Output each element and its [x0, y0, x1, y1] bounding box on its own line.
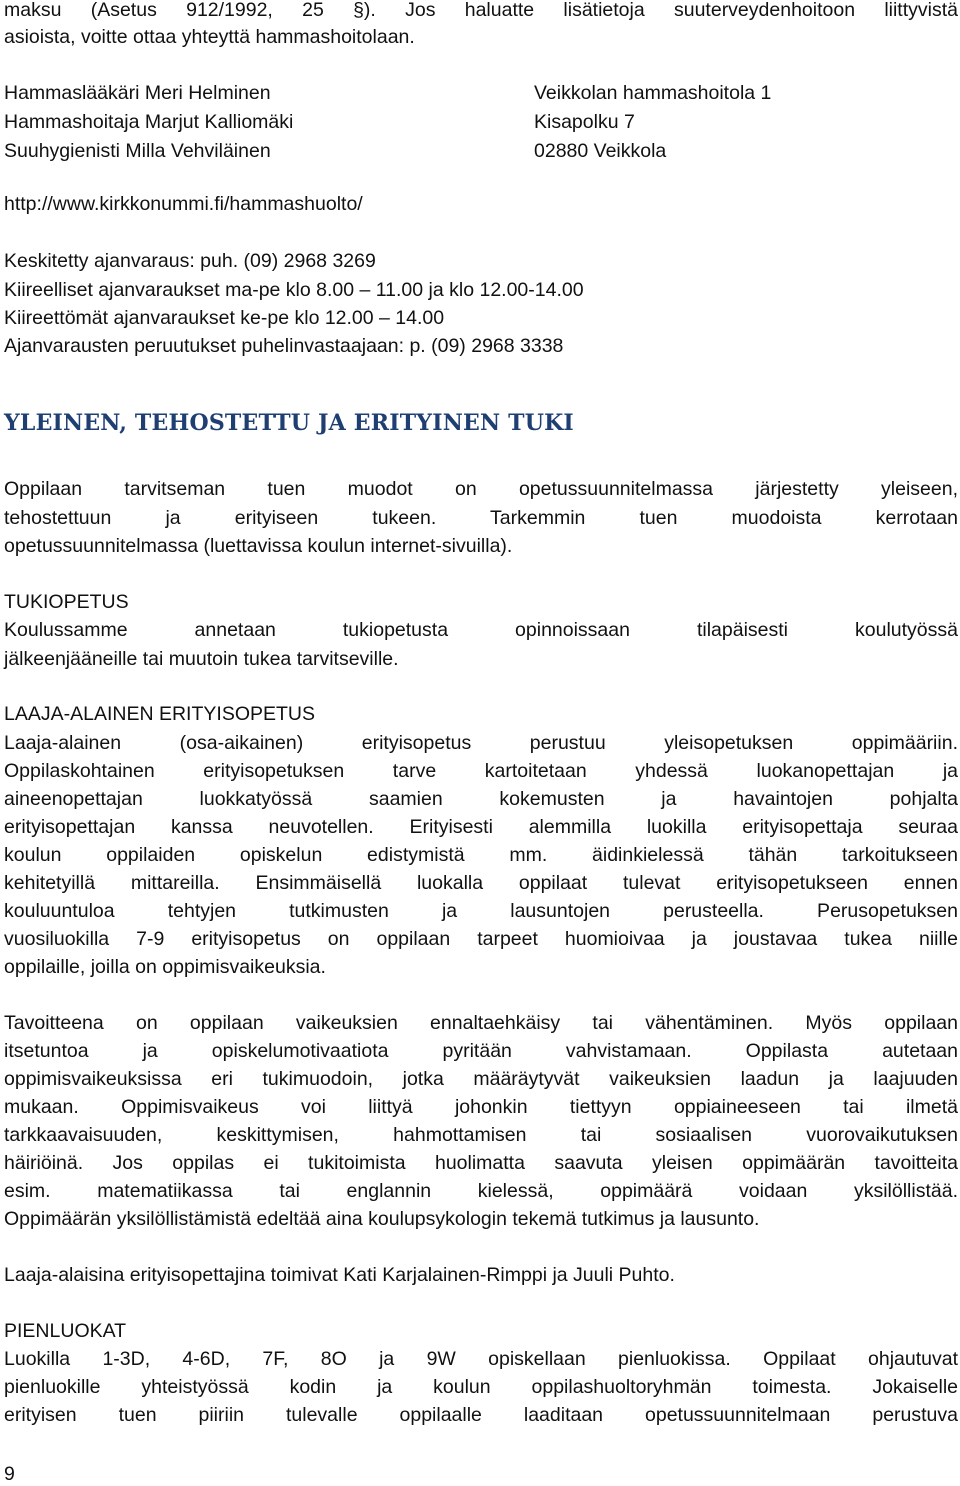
clinic-address-line: Kisapolku 7	[534, 111, 635, 133]
paragraph-line: Oppilaskohtainen erityisopetuksen tarve kartoitetaan yhdessä luokanopettajan ja	[4, 760, 958, 782]
paragraph-line: Oppilaan tarvitseman tuen muodot on opetussuunnitelmassa järjestetty yleiseen,	[4, 478, 958, 500]
intro-line: maksu (Asetus 912/1992, 25 §). Jos haluatte lisätietoja suuterveydenhoitoon liittyvistä	[4, 0, 958, 21]
paragraph-line: pienluokille yhteistyössä kodin ja koulun oppilashuoltoryhmän toimesta. Jokaiselle	[4, 1376, 958, 1398]
booking-line: Kiireelliset ajanvaraukset ma-pe klo 8.00 – 11.00 ja klo 12.00-14.00	[4, 279, 584, 301]
paragraph-line: Koulussamme annetaan tukiopetusta opinnoissaan tilapäisesti koulutyössä	[4, 619, 958, 641]
intro-line: asioista, voitte ottaa yhteyttä hammashoitolaan.	[4, 26, 415, 48]
clinic-address-line: 02880 Veikkola	[534, 140, 667, 162]
paragraph-line: oppimisvaikeuksissa eri tukimuodoin, jotka määräytyvät vaikeuksien laadun ja laajuuden	[4, 1068, 958, 1090]
staff-line: Suuhygienisti Milla Vehviläinen	[4, 140, 271, 162]
paragraph-line: Oppimäärän yksilöllistämistä edeltää aina koulupsykologin tekemä tutkimus ja lausunto.	[4, 1208, 760, 1230]
subsection-title: LAAJA-ALAINEN ERITYISOPETUS	[4, 703, 316, 725]
paragraph-line: mukaan. Oppimisvaikeus voi liittyä johonkin tiettyyn oppiaineeseen tai ilmetä	[4, 1096, 958, 1118]
paragraph-line: erityisen tuen piiriin tulevalle oppilaalle laaditaan opetussuunnitelmaan perustuva	[4, 1404, 958, 1426]
paragraph-line: opetussuunnitelmassa (luettavissa koulun internet-sivuilla).	[4, 535, 513, 557]
paragraph-line: erityisopettajan kanssa neuvotellen. Erityisesti alemmilla luokilla erityisopettaja seuraa	[4, 816, 958, 838]
clinic-address-line: Veikkolan hammashoitola 1	[534, 82, 772, 104]
paragraph-line: häiriöinä. Jos oppilas ei tukitoimista huolimatta saavuta yleisen oppimäärän tavoitteita	[4, 1152, 958, 1174]
booking-line: Keskitetty ajanvaraus: puh. (09) 2968 3269	[4, 250, 376, 272]
paragraph-line: esim. matematiikassa tai englannin kielessä, oppimäärä voidaan yksilöllistää.	[4, 1180, 958, 1202]
paragraph-line: Luokilla 1-3D, 4-6D, 7F, 8O ja 9W opiskellaan pienluokissa. Oppilaat ohjautuvat	[4, 1348, 958, 1370]
paragraph-line: kouluuntuloa tehtyjen tutkimusten ja lausuntojen perusteella. Perusopetuksen	[4, 900, 958, 922]
booking-line: Kiireettömät ajanvaraukset ke-pe klo 12.00 – 14.00	[4, 307, 445, 329]
paragraph-line: Laaja-alaisina erityisopettajina toimivat Kati Karjalainen-Rimppi ja Juuli Puhto.	[4, 1264, 675, 1286]
paragraph-line: tarkkaavaisuuden, keskittymisen, hahmottamisen tai sosiaalisen vuorovaikutuksen	[4, 1124, 958, 1146]
paragraph-line: tehostettuun ja erityiseen tukeen. Tarkemmin tuen muodoista kerrotaan	[4, 507, 958, 529]
paragraph-line: oppilaille, joilla on oppimisvaikeuksia.	[4, 956, 326, 978]
subsection-title: PIENLUOKAT	[4, 1320, 127, 1342]
paragraph-line: itsetuntoa ja opiskelumotivaatiota pyritään vahvistamaan. Oppilasta autetaan	[4, 1040, 958, 1062]
paragraph-line: Laaja-alainen (osa-aikainen) erityisopetus perustuu yleisopetuksen oppimääriin.	[4, 732, 958, 754]
paragraph-line: aineenopettajan luokkatyössä saamien kokemusten ja havaintojen pohjalta	[4, 788, 958, 810]
paragraph-line: jälkeenjääneille tai muutoin tukea tarvitseville.	[4, 648, 399, 670]
section-heading: YLEINEN, TEHOSTETTU JA ERITYINEN TUKI	[4, 410, 574, 436]
paragraph-line: vuosiluokilla 7-9 erityisopetus on oppilaan tarpeet huomioivaa ja joustavaa tukea niille	[4, 928, 958, 950]
paragraph-line: koulun oppilaiden opiskelun edistymistä mm. äidinkielessä tähän tarkoitukseen	[4, 844, 958, 866]
paragraph-line: Tavoitteena on oppilaan vaikeuksien ennaltaehkäisy tai vähentäminen. Myös oppilaan	[4, 1012, 958, 1034]
staff-line: Hammashoitaja Marjut Kalliomäki	[4, 111, 294, 133]
booking-line: Ajanvarausten peruutukset puhelinvastaajaan: p. (09) 2968 3338	[4, 335, 564, 357]
staff-line: Hammaslääkäri Meri Helminen	[4, 82, 271, 104]
page-number: 9	[4, 1463, 15, 1485]
paragraph-line: kehitetyillä mittareilla. Ensimmäisellä luokalla oppilaat tulevat erityisopetukseen ennen	[4, 872, 958, 894]
website-link[interactable]: http://www.kirkkonummi.fi/hammashuolto/	[4, 193, 363, 215]
subsection-title: TUKIOPETUS	[4, 591, 129, 613]
